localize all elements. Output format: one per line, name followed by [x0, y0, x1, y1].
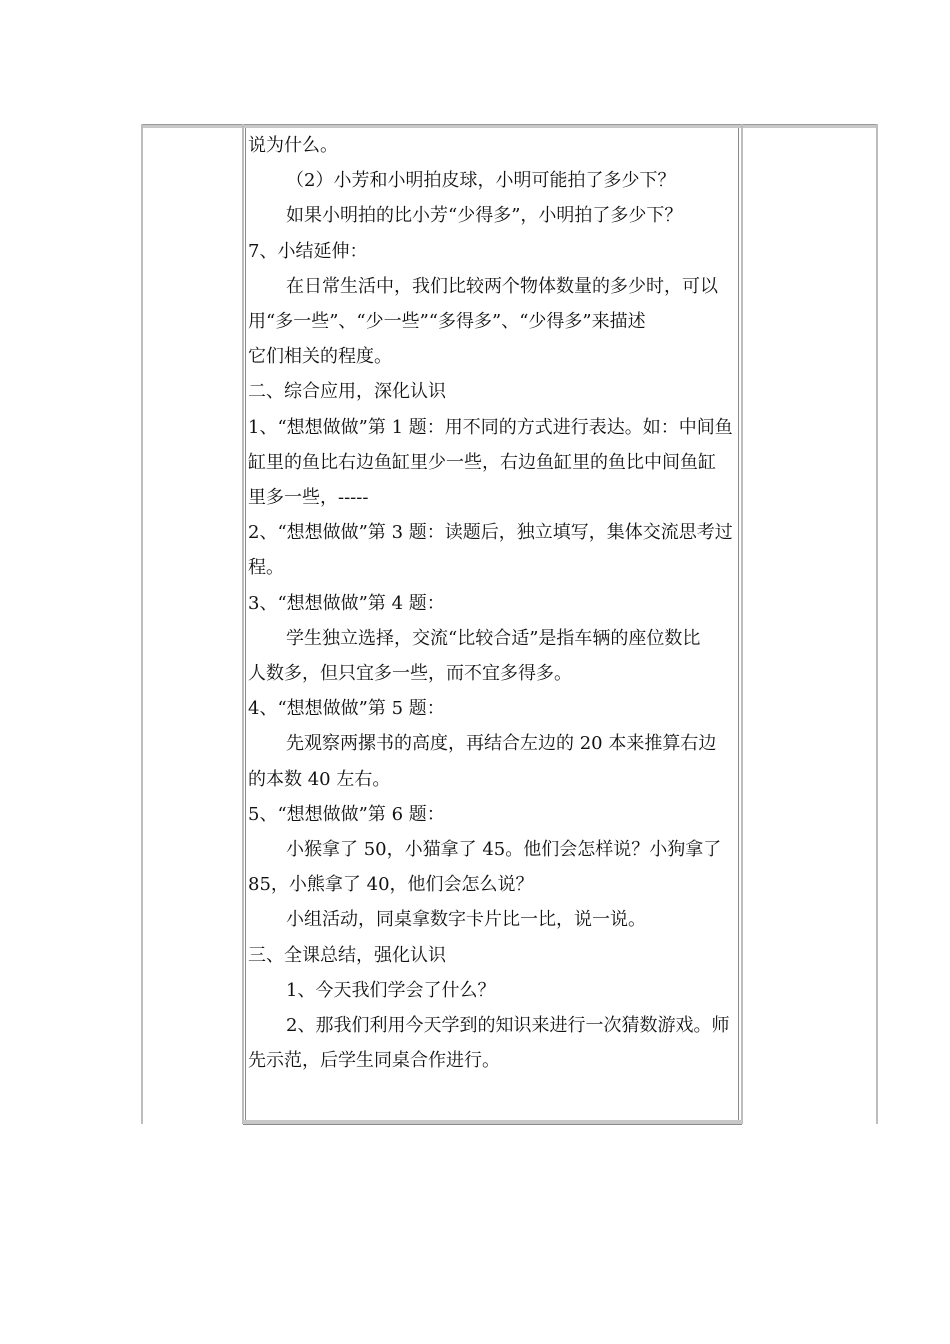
text-line: 它们相关的程度。 — [248, 346, 392, 368]
text-line: 如果小明拍的比小芳“少得多”，小明拍了多少下？ — [286, 205, 683, 227]
text-line: 说为什么。 — [248, 135, 338, 156]
cell-divider-left-inner — [245, 128, 246, 1122]
text-line: （2）小芳和小明拍皮球，小明可能拍了多少下？ — [286, 170, 676, 192]
text-line: 里多一些，----- — [248, 487, 369, 509]
text-line: 缸里的鱼比右边鱼缸里少一些，右边鱼缸里的鱼比中间鱼缸 — [248, 451, 716, 473]
cell-divider-left — [242, 124, 244, 1124]
text-line: 4、“想想做做”第 5 题： — [248, 698, 445, 720]
lesson-plan-text — [248, 128, 742, 1078]
table-right-border — [876, 124, 878, 1124]
text-line: 小组活动，同桌拿数字卡片比一比，说一说。 — [286, 909, 646, 931]
cell-bottom-border — [243, 1120, 742, 1125]
table-left-border — [141, 124, 143, 1124]
text-line: 三、全课总结，强化认识 — [248, 944, 446, 966]
text-line: 2、“想想做做”第 3 题：读题后，独立填写，集体交流思考过 — [248, 522, 733, 544]
text-line: 2、那我们利用今天学到的知识来进行一次猜数游戏。师 — [286, 1015, 730, 1037]
text-line: 1、今天我们学会了什么？ — [286, 979, 496, 1001]
text-line: 1、“想想做做”第 1 题：用不同的方式进行表达。如：中间鱼 — [248, 416, 733, 438]
text-line: 小猴拿了 50，小猫拿了 45。他们会怎样说？小狗拿了 — [286, 839, 722, 861]
text-line: 5、“想想做做”第 6 题： — [248, 803, 445, 825]
text-line: 程。 — [248, 557, 284, 579]
text-line: 3、“想想做做”第 4 题： — [248, 592, 445, 614]
text-line: 的本数 40 左右。 — [248, 768, 391, 790]
text-line: 用“多一些”、“少一些”“多得多”、“少得多”来描述 — [248, 311, 646, 333]
text-line: 在日常生活中，我们比较两个物体数量的多少时，可以 — [286, 275, 718, 297]
text-line: 先示范，后学生同桌合作进行。 — [248, 1050, 500, 1072]
text-line: 7、小结延伸： — [248, 240, 368, 262]
text-line: 先观察两摞书的高度，再结合左边的 20 本来推算右边 — [286, 733, 717, 755]
text-line: 85，小熊拿了 40，他们会怎么说？ — [248, 874, 534, 896]
text-line: 学生独立选择，交流“比较合适”是指车辆的座位数比 — [286, 627, 701, 649]
text-line: 二、综合应用，深化认识 — [248, 381, 446, 403]
text-line: 人数多，但只宜多一些，而不宜多得多。 — [248, 663, 572, 685]
